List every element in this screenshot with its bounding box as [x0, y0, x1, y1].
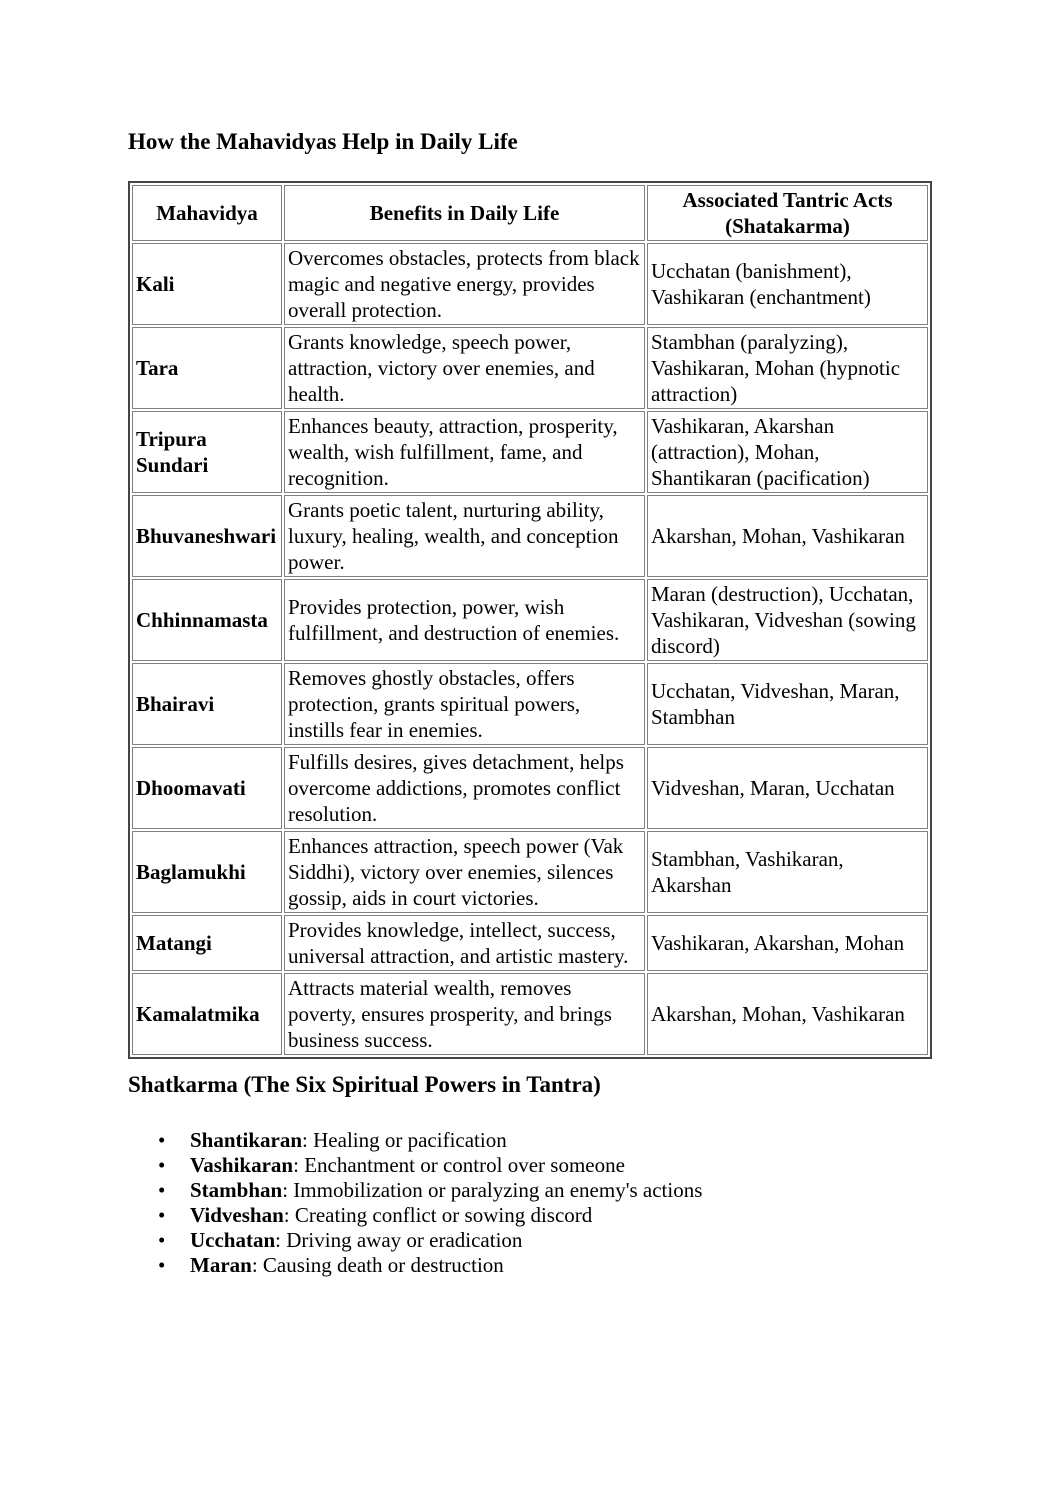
table-row-baglamukhi — [132, 831, 928, 913]
term-separator: : — [251, 1253, 263, 1277]
bullet-icon: • — [158, 1128, 166, 1152]
table-row-bhuvaneshwari — [132, 495, 928, 577]
shatkarma-definition: Driving away or eradication — [286, 1228, 523, 1252]
shatkarma-definition: Causing death or destruction — [262, 1253, 504, 1277]
table-row-matangi — [132, 915, 928, 971]
term-separator: : — [275, 1228, 287, 1252]
benefits-cell: Enhances beauty, attraction, prosperity, wealth, wish fulfillment, fame, and recognition. — [284, 411, 645, 493]
term-separator: : — [302, 1128, 314, 1152]
mahavidya-name: Matangi — [132, 915, 282, 971]
table-row-tara — [132, 327, 928, 409]
list-item-shantikaran — [128, 1128, 702, 1153]
table-row-tripura-sundari — [132, 411, 928, 493]
mahavidya-name: Tara — [132, 327, 282, 409]
table-row-chhinnamasta — [132, 579, 928, 661]
acts-cell: Akarshan, Mohan, Vashikaran — [647, 495, 928, 577]
term-separator: : — [293, 1153, 305, 1177]
shatkarma-list — [128, 1128, 702, 1278]
table-header-row — [132, 185, 928, 241]
benefits-cell: Overcomes obstacles, protects from black magic and negative energy, provides overall protection. — [284, 243, 645, 325]
mahavidya-name: Kamalatmika — [132, 973, 282, 1055]
shatkarma-heading: Shatkarma (The Six Spiritual Powers in Tantra) — [128, 1072, 601, 1097]
table-row-bhairavi — [132, 663, 928, 745]
list-item-stambhan — [128, 1178, 702, 1203]
term-separator: : — [282, 1178, 294, 1202]
acts-cell: Maran (destruction), Ucchatan, Vashikaran, Vidveshan (sowing discord) — [647, 579, 928, 661]
list-item-ucchatan — [128, 1228, 702, 1253]
acts-cell: Akarshan, Mohan, Vashikaran — [647, 973, 928, 1055]
mahavidya-name: Bhairavi — [132, 663, 282, 745]
bullet-icon: • — [158, 1203, 166, 1227]
mahavidya-name: Tripura Sundari — [132, 411, 282, 493]
benefits-cell: Provides protection, power, wish fulfillment, and destruction of enemies. — [284, 579, 645, 661]
mahavidya-table — [128, 181, 932, 1059]
acts-cell: Stambhan (paralyzing), Vashikaran, Mohan (hypnotic attraction) — [647, 327, 928, 409]
benefits-cell: Removes ghostly obstacles, offers protection, grants spiritual powers, instills fear in enemies. — [284, 663, 645, 745]
acts-cell: Ucchatan, Vidveshan, Maran, Stambhan — [647, 663, 928, 745]
bullet-icon: • — [158, 1228, 166, 1252]
shatkarma-term: Shantikaran — [190, 1128, 303, 1152]
shatkarma-definition: Healing or pacification — [313, 1128, 507, 1152]
list-item-vashikaran — [128, 1153, 702, 1178]
term-separator: : — [283, 1203, 295, 1227]
benefits-cell: Attracts material wealth, removes poverty, ensures prosperity, and brings business success. — [284, 973, 645, 1055]
mahavidya-name: Dhoomavati — [132, 747, 282, 829]
table-row-dhoomavati — [132, 747, 928, 829]
column-header-tantric-acts: Associated Tantric Acts (Shatakarma) — [647, 185, 928, 241]
column-header-mahavidya: Mahavidya — [132, 185, 282, 241]
mahavidya-name: Baglamukhi — [132, 831, 282, 913]
table-row-kali — [132, 243, 928, 325]
mahavidya-name: Kali — [132, 243, 282, 325]
shatkarma-definition: Immobilization or paralyzing an enemy's actions — [293, 1178, 703, 1202]
bullet-icon: • — [158, 1178, 166, 1202]
shatkarma-term: Vidveshan — [190, 1203, 284, 1227]
shatkarma-term: Stambhan — [190, 1178, 283, 1202]
benefits-cell: Enhances attraction, speech power (Vak Siddhi), victory over enemies, silences gossip, aids in court victories. — [284, 831, 645, 913]
table-row-kamalatmika — [132, 973, 928, 1055]
list-item-maran — [128, 1253, 702, 1278]
shatkarma-definition: Creating conflict or sowing discord — [294, 1203, 593, 1227]
benefits-cell: Fulfills desires, gives detachment, helps overcome addictions, promotes conflict resolution. — [284, 747, 645, 829]
benefits-cell: Grants poetic talent, nurturing ability, luxury, healing, wealth, and conception power. — [284, 495, 645, 577]
acts-cell: Vashikaran, Akarshan (attraction), Mohan, Shantikaran (pacification) — [647, 411, 928, 493]
page-title: How the Mahavidyas Help in Daily Life — [128, 129, 518, 154]
acts-cell: Vidveshan, Maran, Ucchatan — [647, 747, 928, 829]
benefits-cell: Grants knowledge, speech power, attraction, victory over enemies, and health. — [284, 327, 645, 409]
acts-cell: Ucchatan (banishment), Vashikaran (enchantment) — [647, 243, 928, 325]
shatkarma-definition: Enchantment or control over someone — [304, 1153, 625, 1177]
mahavidya-name: Chhinnamasta — [132, 579, 282, 661]
benefits-cell: Provides knowledge, intellect, success, universal attraction, and artistic mastery. — [284, 915, 645, 971]
list-item-vidveshan — [128, 1203, 702, 1228]
mahavidya-name: Bhuvaneshwari — [132, 495, 282, 577]
column-header-benefits: Benefits in Daily Life — [284, 185, 645, 241]
shatkarma-term: Ucchatan — [190, 1228, 276, 1252]
bullet-icon: • — [158, 1153, 166, 1177]
acts-cell: Stambhan, Vashikaran, Akarshan — [647, 831, 928, 913]
shatkarma-term: Maran — [190, 1253, 252, 1277]
bullet-icon: • — [158, 1253, 166, 1277]
shatkarma-term: Vashikaran — [190, 1153, 294, 1177]
acts-cell: Vashikaran, Akarshan, Mohan — [647, 915, 928, 971]
